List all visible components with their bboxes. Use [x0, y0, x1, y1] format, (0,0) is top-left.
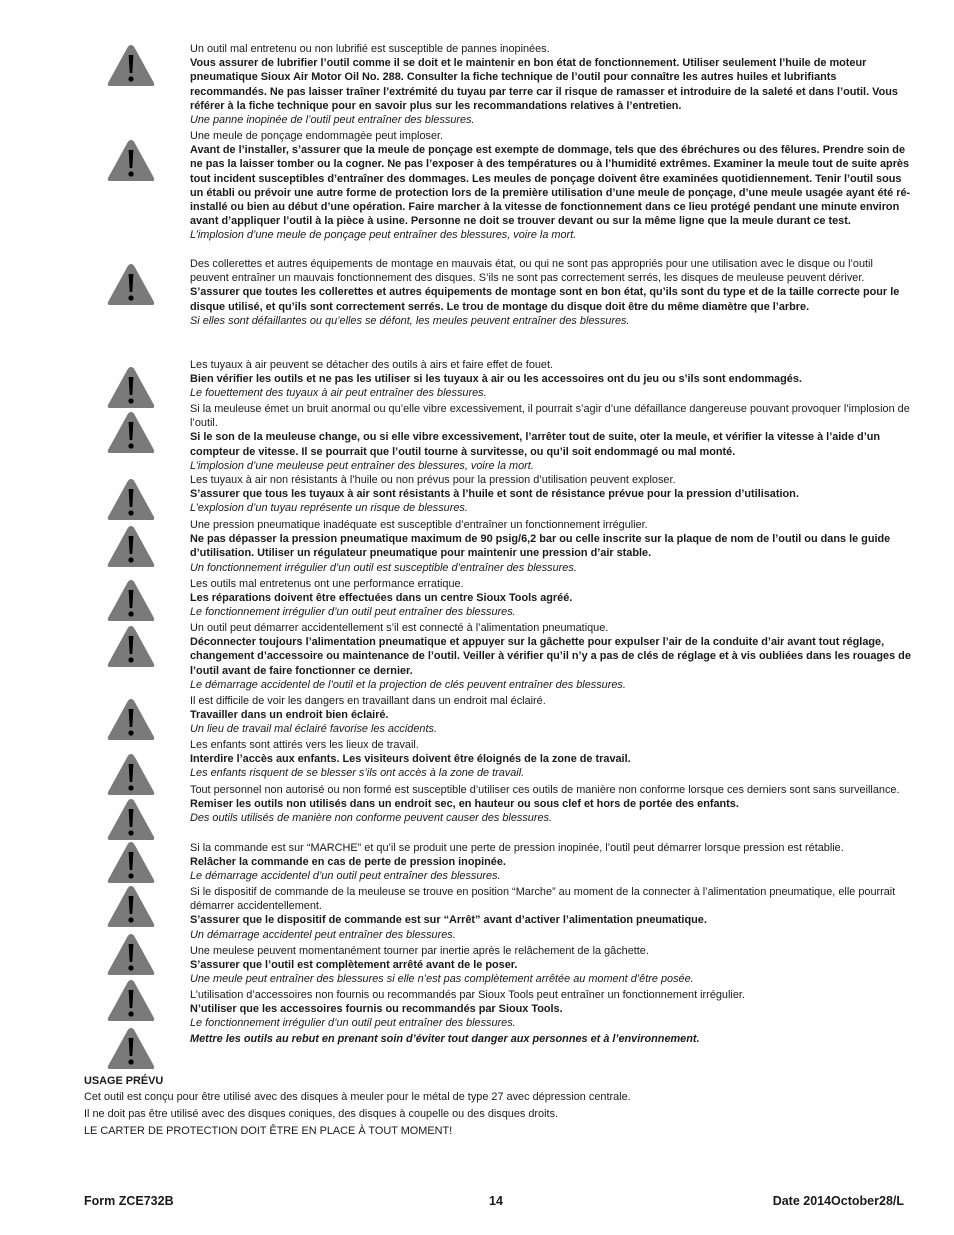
consequence-statement: L’implosion d’une meuleuse peut entraîner des blessures, voire la mort.: [190, 459, 534, 472]
consequence-statement: Un fonctionnement irrégulier d’un outil est susceptible d’entraîner des blessures.: [190, 561, 577, 574]
safety-instruction: S’assurer que le dispositif de commande est sur “Arrêt” avant d’activer l’alimentation pneumatique.: [190, 914, 707, 927]
warning-block: [190, 473, 912, 516]
warning-triangle-icon: [106, 410, 156, 455]
warning-block: [190, 402, 912, 473]
safety-instruction: S’assurer que toutes les collerettes et autres équipements de montage sont en bon état, qu’ils sont du type et de la taille correcte pour le disque utilisé, et qu’ils sont correctement serrés. Le trou de montage du disque doit être du même diamètre que l’arbre.: [190, 286, 900, 313]
document-date: Date 2014October28/L: [772, 1194, 904, 1208]
hazard-statement: Une meule de ponçage endommagée peut imploser.: [190, 130, 444, 142]
hazard-statement: Un outil mal entretenu ou non lubrifié est susceptible de pannes inopinées.: [190, 43, 550, 55]
safety-instruction: Déconnecter toujours l’alimentation pneumatique et appuyer sur la gâchette pour expulser l’air de la conduite d’air avant tout réglage, changement d’accessoire ou maintenance de l’outil. Veiller à vérifier qu’il n’y a pas de clés de réglage et à vis oubliées dans les rouages de l’outil avant de faire fonctionner ce dernier.: [190, 636, 911, 677]
safety-instruction: N’utiliser que les accessoires fournis ou recommandés par Sioux Tools.: [190, 1003, 563, 1016]
warning-triangle-icon: [106, 752, 156, 797]
consequence-statement: Le fonctionnement irrégulier d’un outil peut entraîner des blessures.: [190, 1017, 516, 1030]
consequence-statement: Le fouettement des tuyaux à air peut entraîner des blessures.: [190, 387, 487, 400]
hazard-statement: Une pression pneumatique inadéquate est susceptible d’entraîner un fonctionnement irrégulier.: [190, 519, 648, 531]
warning-block: [190, 885, 912, 942]
consequence-statement: Les enfants risquent de se blesser s’ils ont accès à la zone de travail.: [190, 767, 525, 780]
warning-triangle-icon: [106, 697, 156, 742]
safety-instruction: Interdire l’accès aux enfants. Les visiteurs doivent être éloignés de la zone de travail.: [190, 753, 631, 766]
warning-block: [190, 841, 912, 884]
warning-block: [190, 518, 912, 575]
warning-block: [190, 694, 912, 737]
warning-block: [190, 358, 912, 401]
warning-triangle-icon: [106, 840, 156, 885]
warning-triangle-icon: [106, 43, 156, 88]
safety-instruction: S’assurer que l’outil est complètement arrêté avant de le poser.: [190, 959, 518, 972]
hazard-statement: Si le dispositif de commande de la meuleuse se trouve en position “Marche” au moment de la connecter à l’alimentation pneumatique, elle pourrait démarrer accidentellement.: [190, 886, 896, 913]
hazard-statement: Si la commande est sur “MARCHE” et qu’il se produit une perte de pression inopinée, l’outil peut démarrer lorsque pression est rétablie.: [190, 842, 844, 854]
intended-use-line: Cet outil est conçu pour être utilisé avec des disques à meuler pour le métal de type 27 avec dépression centrale.: [84, 1091, 631, 1103]
page-number: 14: [489, 1194, 503, 1208]
warning-block: [190, 621, 912, 692]
safety-instruction: Remiser les outils non utilisés dans un endroit sec, en hauteur ou sous clef et hors de portée des enfants.: [190, 798, 739, 811]
warning-triangle-icon: [106, 797, 156, 842]
warning-block: [190, 257, 912, 328]
hazard-statement: Les enfants sont attirés vers les lieux de travail.: [190, 739, 419, 751]
hazard-statement: Les tuyaux à air peuvent se détacher des outils à airs et faire effet de fouet.: [190, 359, 554, 371]
warning-triangle-icon: [106, 884, 156, 929]
warning-triangle-icon: [106, 138, 156, 183]
disposal-instruction: Mettre les outils au rebut en prenant soin d’éviter tout danger aux personnes et à l’environnement.: [190, 1033, 700, 1045]
warning-triangle-icon: [106, 477, 156, 522]
consequence-statement: L’implosion d’une meule de ponçage peut entraîner des blessures, voire la mort.: [190, 229, 577, 242]
hazard-statement: Un outil peut démarrer accidentellement s’il est connecté à l’alimentation pneumatique.: [190, 622, 609, 634]
warning-triangle-icon: [106, 978, 156, 1023]
warning-block: [190, 738, 912, 781]
safety-instruction: Les réparations doivent être effectuées dans un centre Sioux Tools agréé.: [190, 592, 573, 605]
page-footer: [84, 1194, 904, 1210]
warning-block: [190, 944, 912, 987]
safety-instruction: S’assurer que tous les tuyaux à air sont résistants à l’huile et sont de résistance prévue pour la pression d’utilisation.: [190, 488, 799, 501]
safety-instruction: Ne pas dépasser la pression pneumatique maximum de 90 psig/6,2 bar ou celle inscrite sur la plaque de nom de l’outil ou dans le guide d’utilisation. Utiliser un régulateur pneumatique pour maintenir une pression d’air stable.: [190, 533, 891, 560]
intended-use-line: LE CARTER DE PROTECTION DOIT ÊTRE EN PLACE À TOUT MOMENT!: [84, 1125, 453, 1137]
safety-instruction: Vous assurer de lubrifier l’outil comme il se doit et le maintenir en bon état de fonctionnement. Utiliser seulement l’huile de moteur pneumatique Sioux Air Motor Oil No. 288. Consulter la fiche technique de l’outil pour connaître les autres huiles et lubrifiants recommandés. Ne pas laisser traîner l’extrémité du tuyau par terre car il risque de ramasser et introduire de la saleté et dans l’outil. Vous référer à la fiche technique pour en savoir plus sur les recommandations relatives à l’entretien.: [190, 57, 898, 112]
hazard-statement: Si la meuleuse émet un bruit anormal ou qu’elle vibre excessivement, il pourrait s’agir d’une défaillance dangereuse pouvant provoquer l’implosion de l’outil.: [190, 403, 910, 430]
intended-use-line: Il ne doit pas être utilisé avec des disques coniques, des disques à coupelle ou des disques droits.: [84, 1108, 559, 1120]
warning-block: [190, 577, 912, 620]
warning-block: [190, 988, 912, 1031]
hazard-statement: Une meulese peuvent momentanément tourner par inertie après le relâchement de la gâchette.: [190, 945, 649, 957]
warning-triangle-icon: [106, 578, 156, 623]
hazard-statement: Tout personnel non autorisé ou non formé est susceptible d’utiliser ces outils de manière non conforme lorsque ces derniers sont sans surveillance.: [190, 784, 900, 796]
consequence-statement: Le démarrage accidentel d’un outil peut entraîner des blessures.: [190, 870, 501, 883]
intended-use-section: [84, 1074, 904, 1140]
warning-block: [190, 129, 912, 243]
safety-instruction: Relâcher la commande en cas de perte de pression inopinée.: [190, 856, 506, 869]
warning-triangle-icon: [106, 262, 156, 307]
warning-block: [190, 783, 912, 826]
warning-block: [190, 42, 912, 127]
consequence-statement: Un démarrage accidentel peut entraîner des blessures.: [190, 928, 456, 941]
warning-triangle-icon: [106, 524, 156, 569]
form-number: Form ZCE732B: [84, 1194, 174, 1208]
intended-use-heading: USAGE PRÉVU: [84, 1075, 164, 1087]
safety-instruction: Travailler dans un endroit bien éclairé.: [190, 709, 389, 722]
warning-triangle-icon: [106, 932, 156, 977]
warning-triangle-icon: [106, 365, 156, 410]
hazard-statement: Il est difficile de voir les dangers en travaillant dans un endroit mal éclairé.: [190, 695, 546, 707]
safety-instruction: Si le son de la meuleuse change, ou si elle vibre excessivement, l’arrêter tout de suite, oter la meule, et vérifier la vitesse à l’aide d’un compteur de vitesse. Il se pourrait que l’outil tourne à survitesse, ou qu’il soit endommagé ou mal monté.: [190, 431, 881, 458]
consequence-statement: Le démarrage accidentel de l’outil et la projection de clés peuvent entraîner des blessures.: [190, 678, 626, 691]
safety-instruction: Bien vérifier les outils et ne pas les utiliser si les tuyaux à air ou les accessoires ont du jeu ou s’ils sont endommagés.: [190, 373, 802, 386]
consequence-statement: Une meule peut entraîner des blessures si elle n’est pas complètement arrêtée au moment d’être posée.: [190, 973, 694, 986]
warning-triangle-icon: [106, 1026, 156, 1071]
warning-triangle-icon: [106, 624, 156, 669]
consequence-statement: Des outils utilisés de manière non conforme peuvent causer des blessures.: [190, 812, 553, 825]
consequence-statement: Le fonctionnement irrégulier d’un outil peut entraîner des blessures.: [190, 606, 516, 619]
consequence-statement: Une panne inopinée de l’outil peut entraîner des blessures.: [190, 114, 475, 127]
hazard-statement: Des collerettes et autres équipements de montage en mauvais état, ou qui ne sont pas appropriés pour une utilisation avec le disque ou l’outil peuvent entraîner un mauvais fonctionnement des disques. S’ils ne sont pas correctement serrés, les disques de meuleuse peuvent dériver.: [190, 258, 873, 285]
safety-instruction: Avant de l’installer, s’assurer que la meule de ponçage est exempte de dommage, tels que des ébréchures ou des fêlures. Prendre soin de ne pas la laisser tomber ou la cogner. Ne pas l’exposer à des températures ou à l’humidité extrêmes. Examiner la meule tout de suite après tout incident susceptibles d’entraîner des dommages. Les meules de ponçage doivent être examinées quotidiennement. Tenir l’outil sous un établi ou prévoir une autre forme de protection lors de la première utilisation d’une meule de ponçage, d’une meule usagée ayant été ré-installé ou bien au début d’une opération. Faire marcher à la vitesse de fonctionnement dans ce lieu protégé pendant une minute environ avant d’appliquer l’outil à la pièce à usine. Personne ne doit se trouver devant ou sur la même ligne que la meule durant ce test.: [190, 144, 911, 228]
warning-block: [190, 1032, 912, 1046]
consequence-statement: L’explosion d’un tuyau représente un risque de blessures.: [190, 502, 468, 515]
hazard-statement: L’utilisation d’accessoires non fournis ou recommandés par Sioux Tools peut entraîner un fonctionnement irrégulier.: [190, 989, 745, 1001]
consequence-statement: Si elles sont défaillantes ou qu’elles se défont, les meules peuvent entraîner des blessures.: [190, 314, 630, 327]
hazard-statement: Les tuyaux à air non résistants à l’huile ou non prévus pour la pression d’utilisation peuvent exploser.: [190, 474, 676, 486]
hazard-statement: Les outils mal entretenus ont une performance erratique.: [190, 578, 464, 590]
consequence-statement: Un lieu de travail mal éclairé favorise les accidents.: [190, 723, 437, 736]
